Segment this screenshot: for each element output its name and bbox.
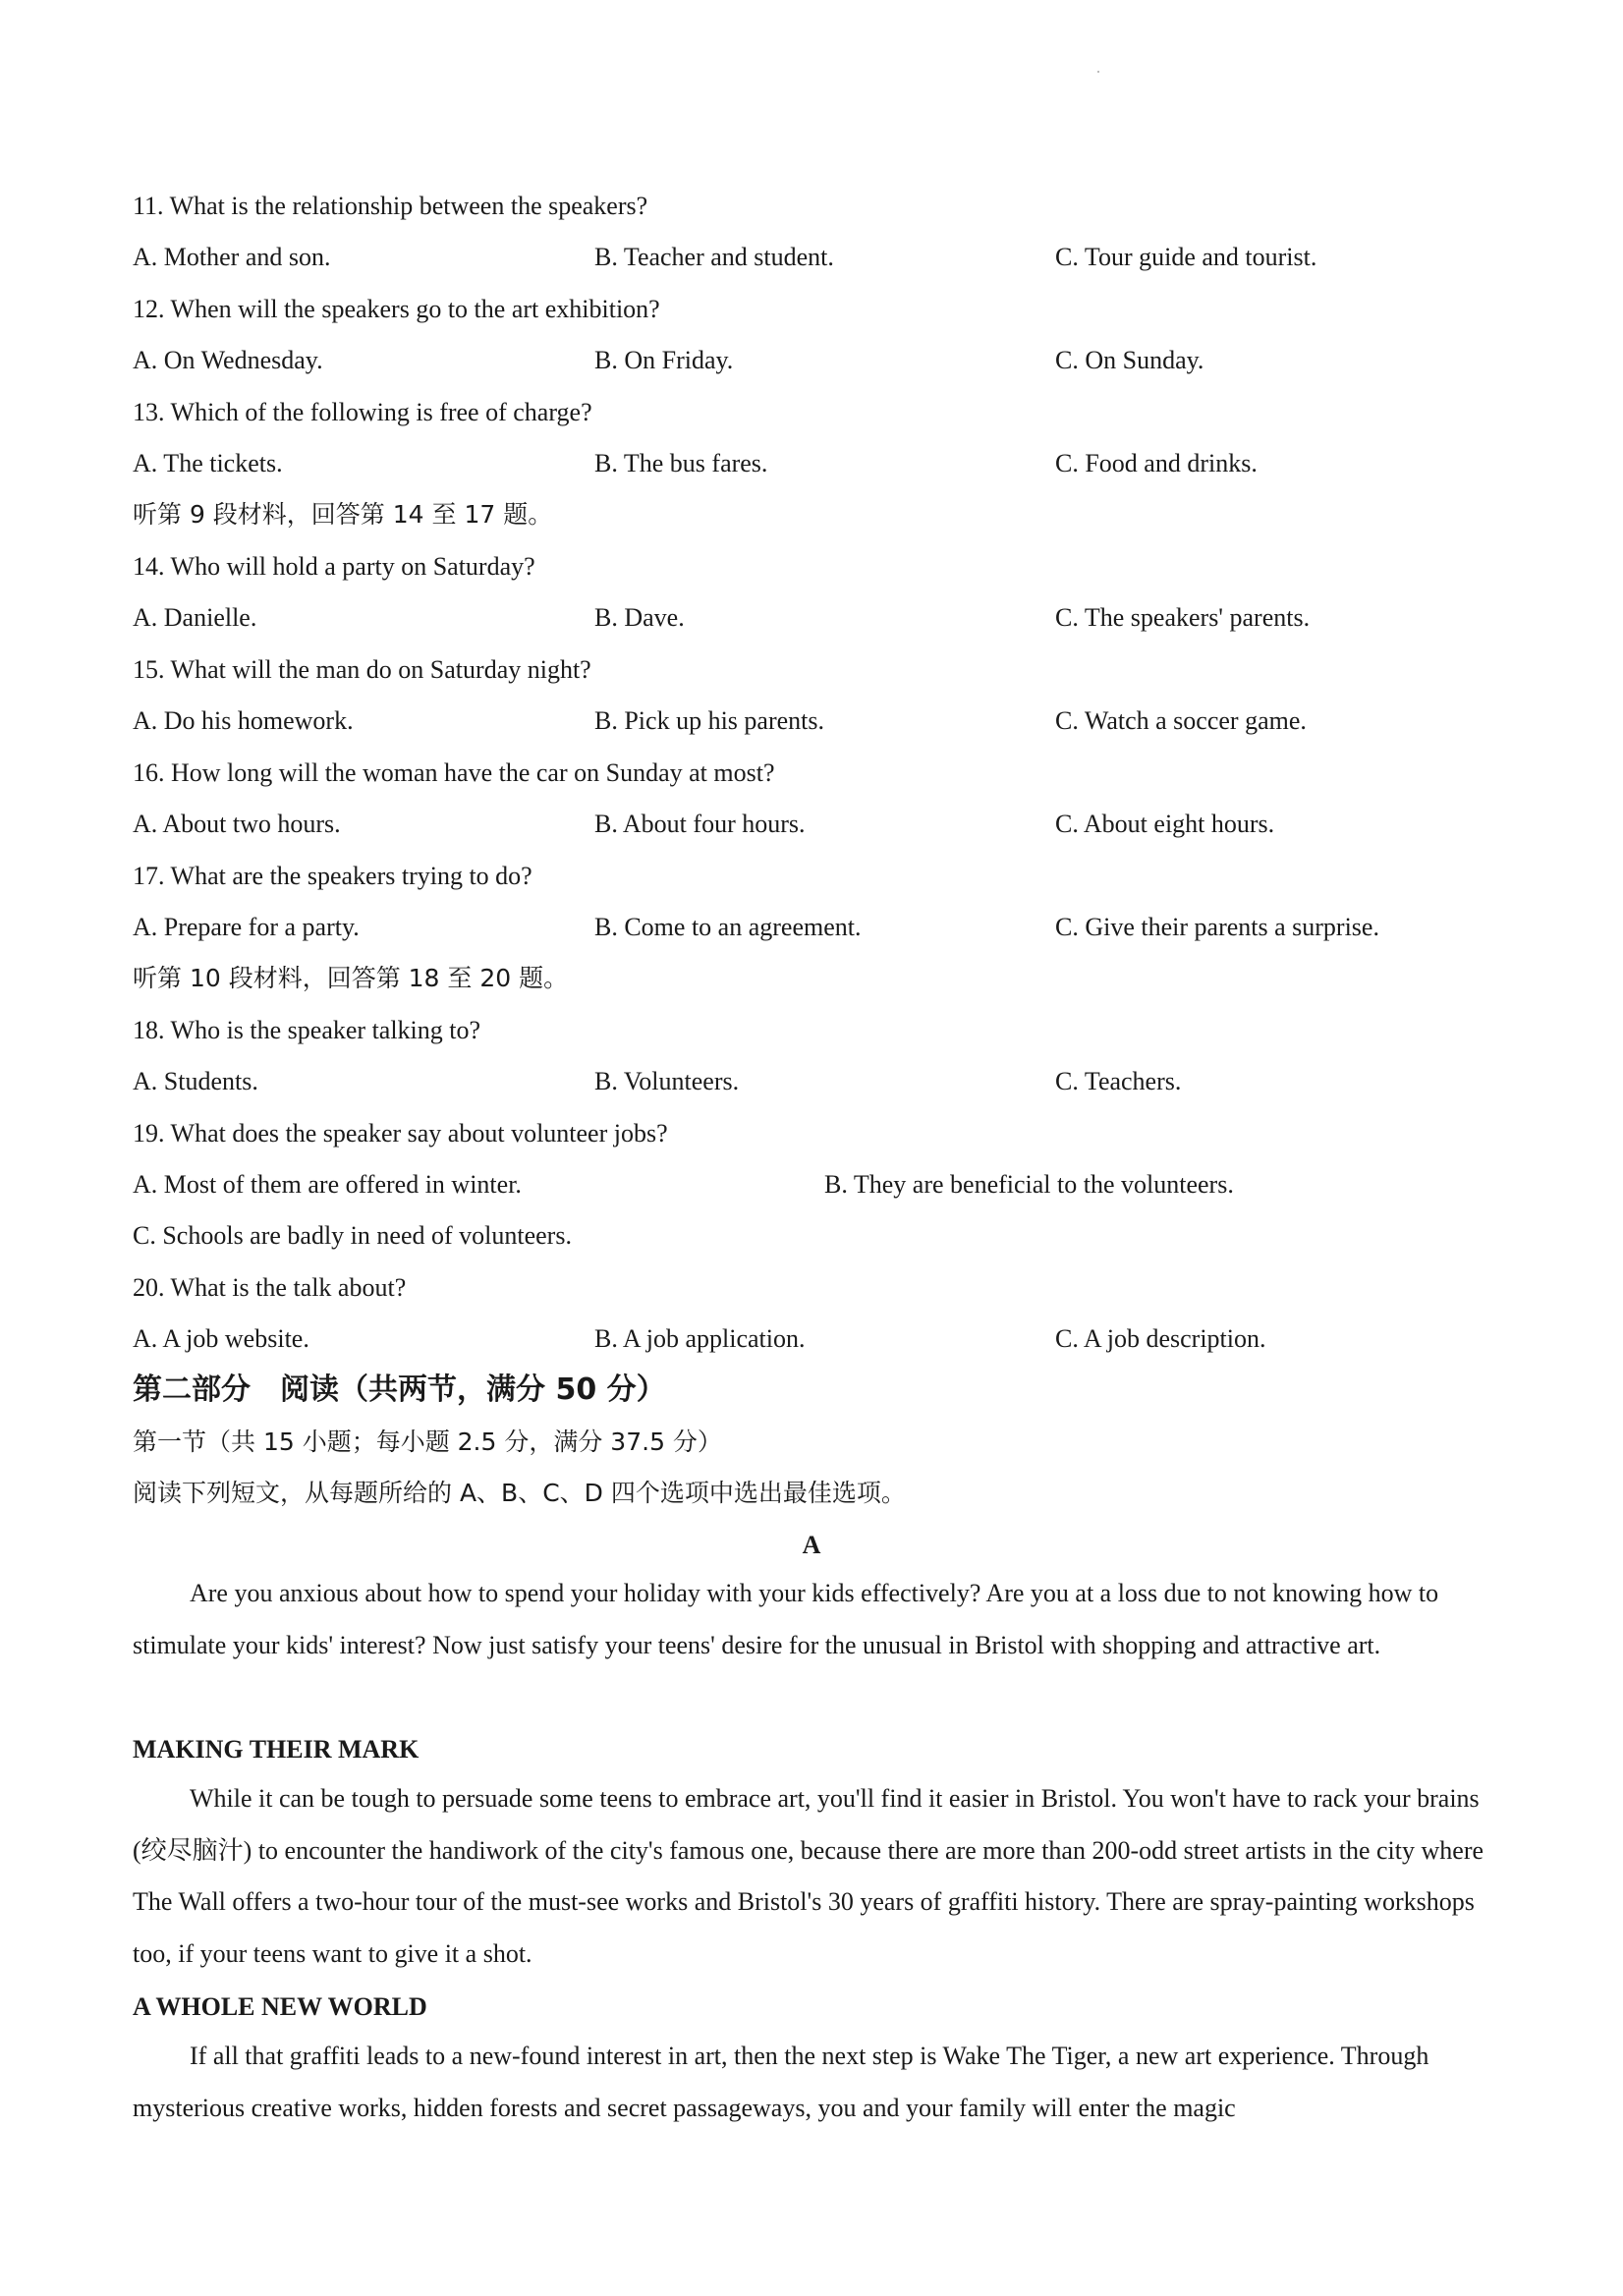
option-16c: C. About eight hours. (1055, 810, 1275, 838)
part-2-title: 第二部分 阅读（共两节，满分 50 分） (133, 1372, 666, 1407)
option-14c: C. The speakers' parents. (1055, 603, 1311, 632)
option-15a: A. Do his homework. (133, 706, 354, 735)
scan-speck (1097, 71, 1099, 73)
option-17c: C. Give their parents a surprise. (1055, 913, 1379, 941)
heading-whole-new-world: A WHOLE NEW WORLD (133, 1992, 427, 2021)
question-12: 12. When will the speakers go to the art exhibition? (133, 295, 660, 323)
question-19: 19. What does the speaker say about volunteer jobs? (133, 1119, 668, 1148)
segment-9-instruction: 听第 9 段材料，回答第 14 至 17 题。 (133, 500, 553, 529)
option-13b: B. The bus fares. (594, 449, 768, 477)
option-13c: C. Food and drinks. (1055, 449, 1258, 477)
option-14b: B. Dave. (594, 603, 685, 632)
option-18a: A. Students. (133, 1067, 258, 1095)
passage-label: A (802, 1531, 821, 1559)
option-12c: C. On Sunday. (1055, 346, 1204, 374)
question-14: 14. Who will hold a party on Saturday? (133, 552, 535, 581)
option-17b: B. Come to an agreement. (594, 913, 862, 941)
question-11: 11. What is the relationship between the speakers? (133, 192, 648, 220)
option-16b: B. About four hours. (594, 810, 806, 838)
option-13a: A. The tickets. (133, 449, 283, 477)
section-1-title: 第一节（共 15 小题；每小题 2.5 分，满分 37.5 分） (133, 1428, 722, 1456)
option-11b: B. Teacher and student. (594, 243, 834, 271)
option-20b: B. A job application. (594, 1324, 806, 1353)
option-11a: A. Mother and son. (133, 243, 331, 271)
passage-intro: Are you anxious about how to spend your holiday with your kids effectively? Are you at a loss due to not knowing how to stimulate your kids' interest? Now just satisfy your teens' desire for the unusual in Bristol with shopping and attractive art. (133, 1579, 1439, 1659)
option-18b: B. Volunteers. (594, 1067, 740, 1095)
paragraph-making-their-mark: While it can be tough to persuade some teens to embrace art, you'll find it easier in Bristol. You won't have to rack your brains (绞尽脑汁) to encounter the handiwork of the city's famous one, because there are more than 200-odd street artists in the city where The Wall offers a two-hour tour of the must-see works and Bristol's 30 years of graffiti history. There are spray-painting workshops too, if your teens want to give it a shot. (133, 1784, 1484, 1968)
option-12a: A. On Wednesday. (133, 346, 323, 374)
option-15b: B. Pick up his parents. (594, 706, 824, 735)
option-20a: A. A job website. (133, 1324, 309, 1353)
option-20c: C. A job description. (1055, 1324, 1266, 1353)
reading-directions: 阅读下列短文，从每题所给的 A、B、C、D 四个选项中选出最佳选项。 (133, 1479, 906, 1507)
question-18: 18. Who is the speaker talking to? (133, 1016, 481, 1044)
question-20: 20. What is the talk about? (133, 1273, 407, 1302)
option-19b: B. They are beneficial to the volunteers. (824, 1170, 1234, 1199)
option-12b: B. On Friday. (594, 346, 734, 374)
option-14a: A. Danielle. (133, 603, 257, 632)
option-17a: A. Prepare for a party. (133, 913, 360, 941)
option-18c: C. Teachers. (1055, 1067, 1182, 1095)
segment-10-instruction: 听第 10 段材料，回答第 18 至 20 题。 (133, 964, 569, 992)
option-19a: A. Most of them are offered in winter. (133, 1170, 522, 1199)
question-13: 13. Which of the following is free of charge? (133, 398, 592, 426)
heading-making-their-mark: MAKING THEIR MARK (133, 1735, 420, 1764)
question-15: 15. What will the man do on Saturday night? (133, 655, 591, 684)
paragraph-whole-new-world: If all that graffiti leads to a new-found interest in art, then the next step is Wake The Tiger, a new art experience. Through mysterious creative works, hidden forests and secret passageways, you and your family will enter the magic (133, 2042, 1429, 2122)
option-11c: C. Tour guide and tourist. (1055, 243, 1317, 271)
question-17: 17. What are the speakers trying to do? (133, 862, 532, 890)
option-16a: A. About two hours. (133, 810, 341, 838)
option-15c: C. Watch a soccer game. (1055, 706, 1307, 735)
question-16: 16. How long will the woman have the car on Sunday at most? (133, 758, 775, 787)
option-19c: C. Schools are badly in need of volunteers. (133, 1221, 572, 1250)
